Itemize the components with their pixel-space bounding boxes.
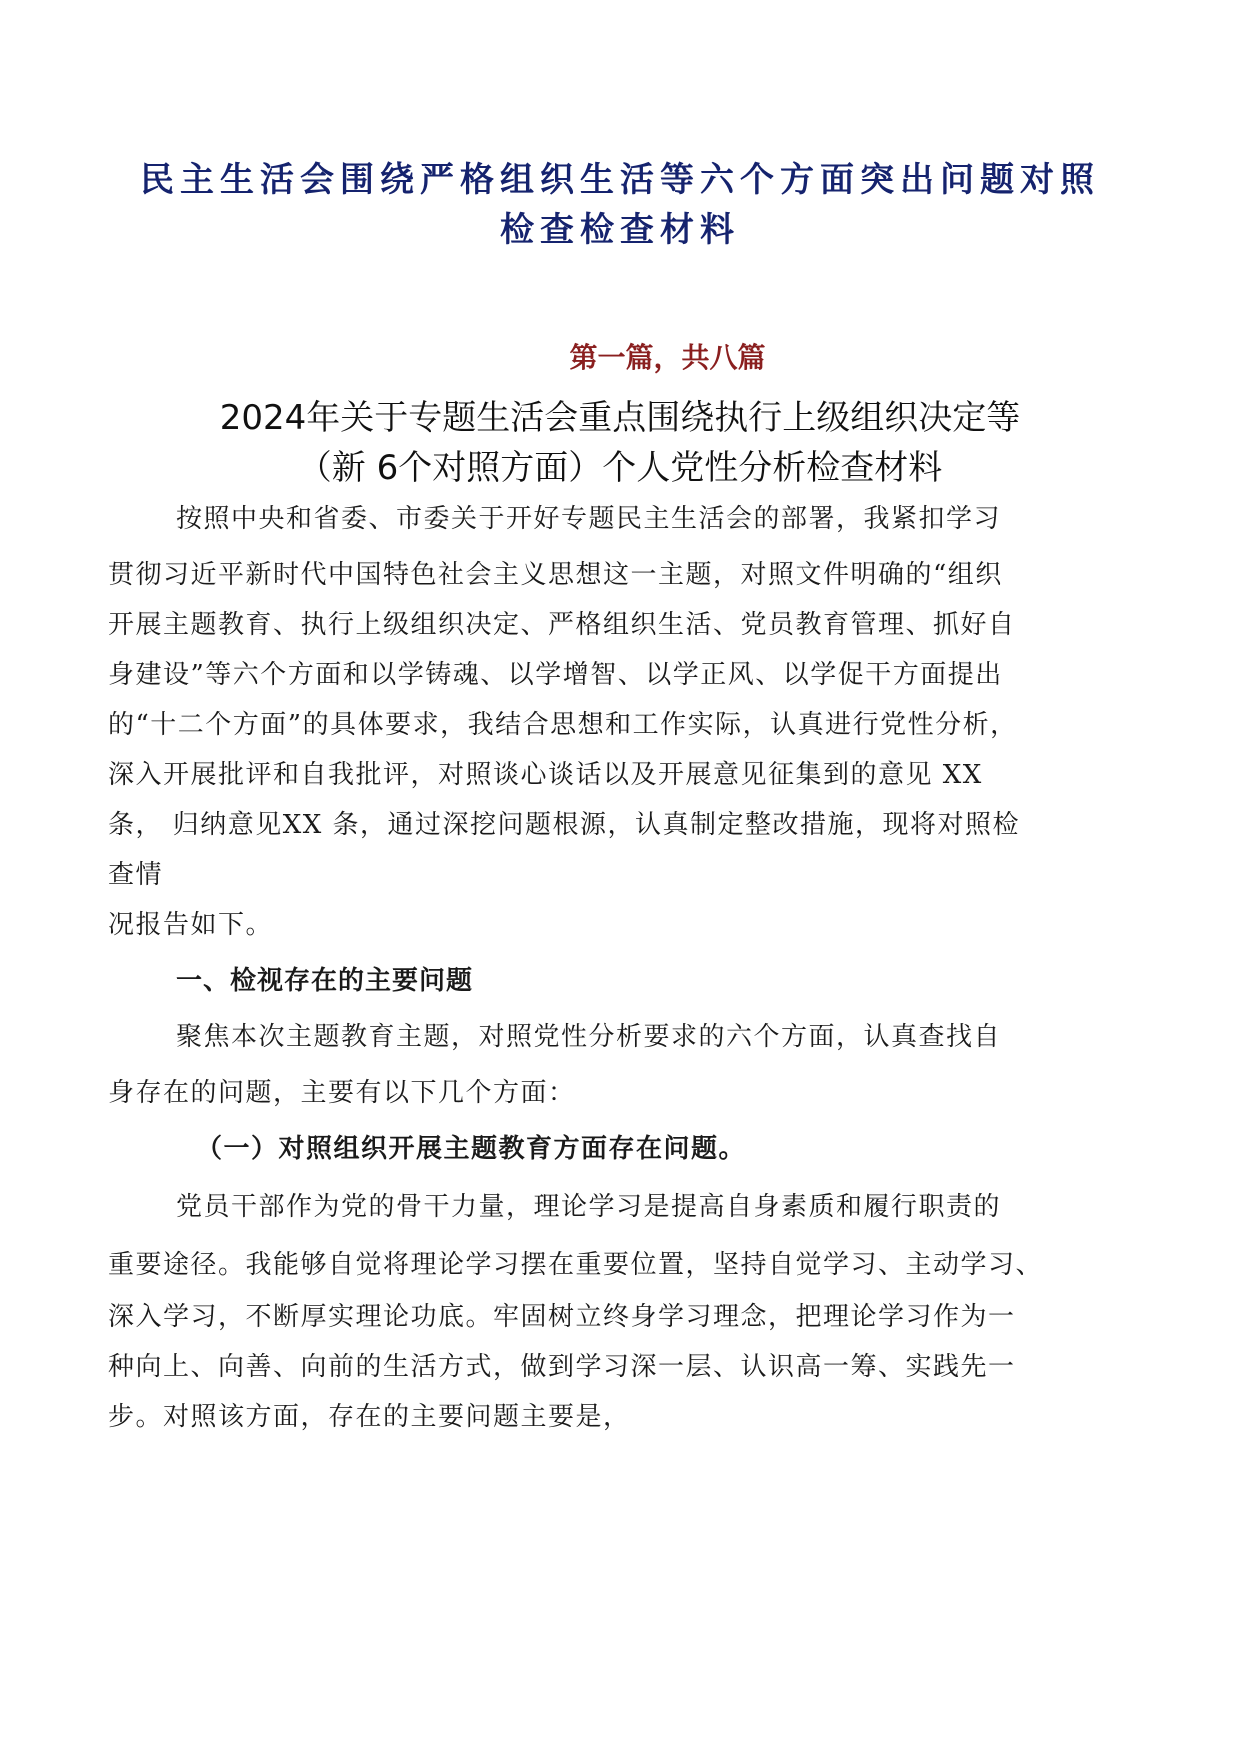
paragraph-line: 党员干部作为党的骨干力量，理论学习是提高自身素质和履行职责的 xyxy=(176,1192,1002,1222)
paragraph-line: 步。对照该方面，存在的主要问题主要是， xyxy=(108,1402,631,1432)
paragraph-line: 按照中央和省委、市委关于开好专题民主生活会的部署，我紧扣学习 xyxy=(176,504,1002,534)
doc-title-line-2: （新 6个对照方面）个人党性分析检查材料 xyxy=(297,448,943,488)
main-title-line-2: 检查检查材料 xyxy=(500,210,740,250)
part-label: 第一篇，共八篇 xyxy=(569,341,766,374)
doc-title-line-1: 2024年关于专题生活会重点围绕执行上级组织决定等 xyxy=(219,398,1021,438)
paragraph-line: 查情 xyxy=(108,860,164,890)
paragraph-line: 重要途径。我能够自觉将理论学习摆在重要位置，坚持自觉学习、主动学习、 xyxy=(108,1250,1044,1280)
section-heading: 一、检视存在的主要问题 xyxy=(176,966,474,996)
paragraph-line: 况报告如下。 xyxy=(108,910,274,940)
paragraph-line: 种向上、向善、向前的生活方式，做到学习深一层、认识高一筹、实践先一 xyxy=(108,1352,1016,1382)
paragraph-line: 聚焦本次主题教育主题，对照党性分析要求的六个方面，认真查找自 xyxy=(176,1022,1002,1052)
paragraph-line: 开展主题教育、执行上级组织决定、严格组织生活、党员教育管理、抓好自 xyxy=(108,610,1016,640)
paragraph-line: 深入学习，不断厚实理论功底。牢固树立终身学习理念，把理论学习作为一 xyxy=(108,1302,1016,1332)
paragraph-line: 身存在的问题，主要有以下几个方面： xyxy=(108,1078,576,1108)
main-title-line-1: 民主生活会围绕严格组织生活等六个方面突出问题对照 xyxy=(140,160,1100,200)
subsection-heading: （一）对照组织开展主题教育方面存在问题。 xyxy=(196,1134,747,1164)
paragraph-line: 深入开展批评和自我批评，对照谈心谈话以及开展意见征集到的意见 XX xyxy=(108,760,983,790)
paragraph-line: 条， 归纳意见XX 条，通过深挖问题根源，认真制定整改措施，现将对照检 xyxy=(108,810,1021,840)
paragraph-line: 身建设”等六个方面和以学铸魂、以学增智、以学正风、以学促干方面提出 xyxy=(108,660,1003,690)
paragraph-line: 的“十二个方面”的具体要求，我结合思想和工作实际，认真进行党性分析， xyxy=(108,710,1018,740)
paragraph-line: 贯彻习近平新时代中国特色社会主义思想这一主题，对照文件明确的“组织 xyxy=(108,560,1003,590)
